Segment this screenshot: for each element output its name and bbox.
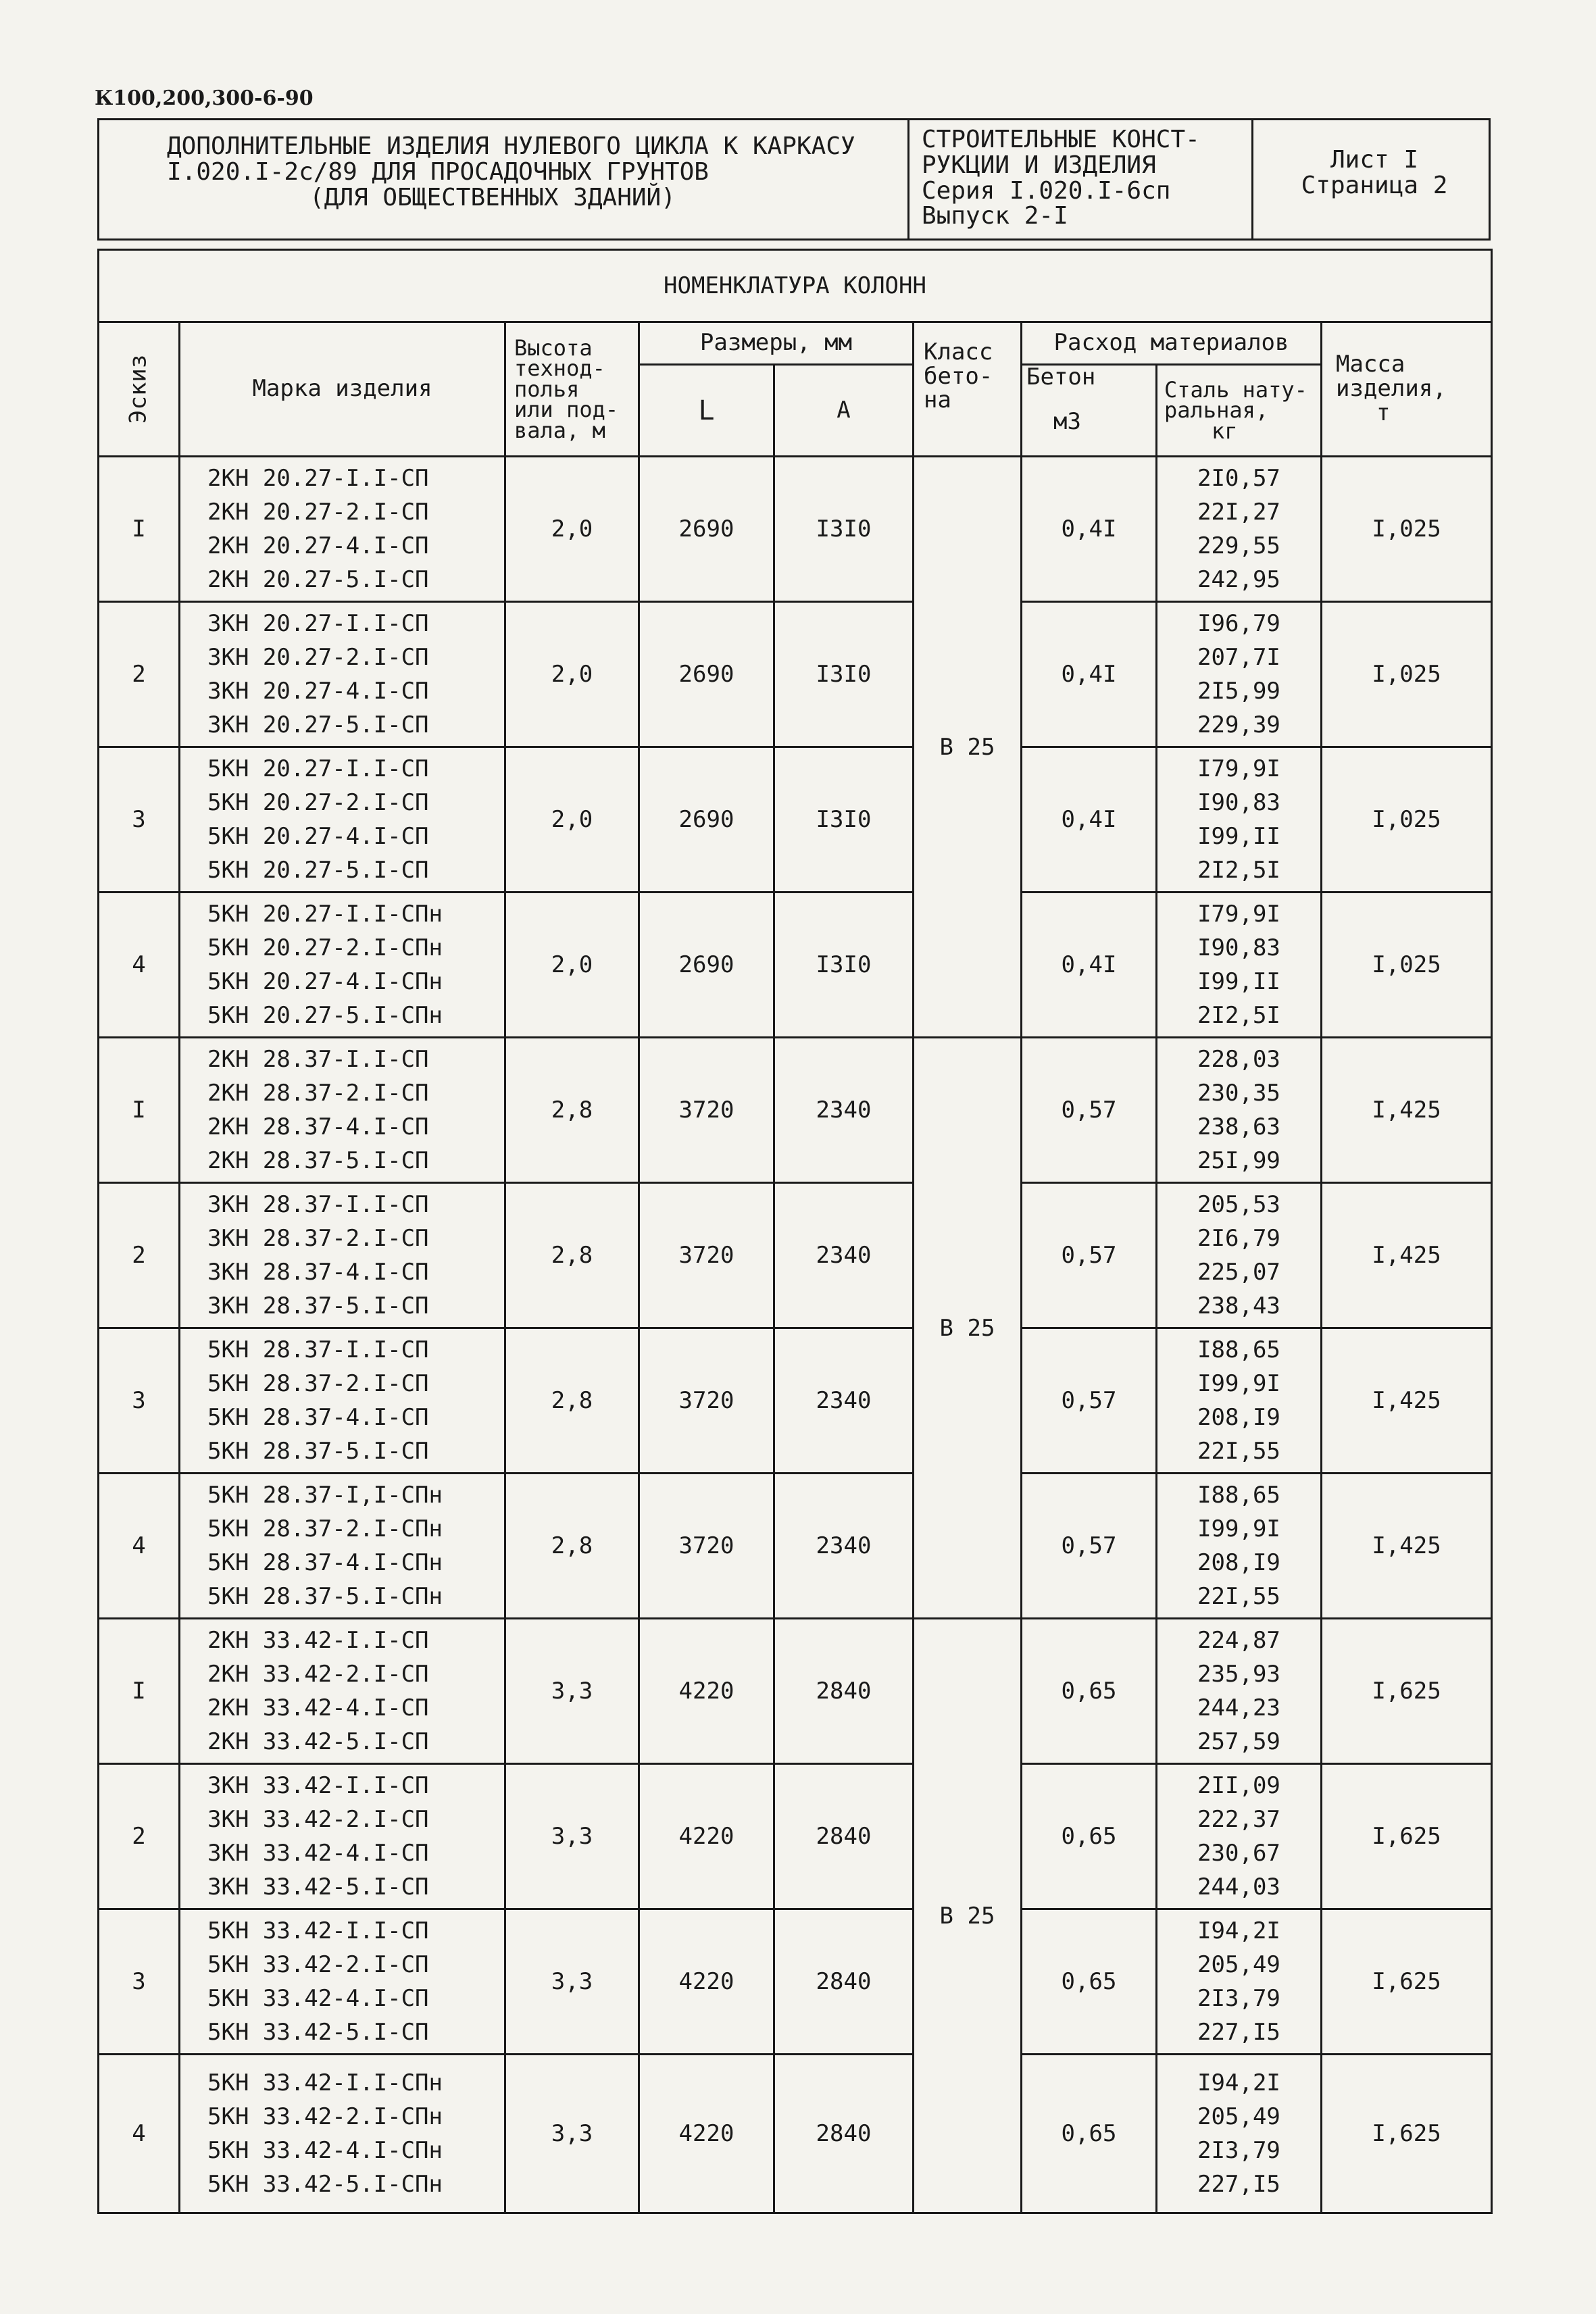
mark-line: 3КН 28.37-2.I-СП [207, 1225, 429, 1252]
columns-nomenclature-table [97, 249, 1493, 2214]
mark-cell [180, 1619, 505, 1764]
sketch-cell: 3 [99, 747, 180, 892]
mark-line: 5КН 33.42-2.I-СПн [207, 2103, 443, 2130]
mark-line: 5КН 20.27-I.I-СП [207, 755, 429, 782]
class-header-line: на [924, 386, 951, 414]
mark-line: 3КН 20.27-I.I-СП [207, 610, 429, 637]
table-row [99, 2055, 1492, 2213]
concrete-header [1022, 365, 1157, 457]
steel-value: 238,63 [1197, 1113, 1280, 1140]
steel-cell [1157, 1764, 1322, 1909]
sketch-cell: 4 [99, 1474, 180, 1619]
height-cell: 3,3 [505, 1909, 639, 2055]
mark-line: 5КН 33.42-5.I-СПн [207, 2171, 443, 2198]
steel-value: 242,95 [1197, 566, 1280, 593]
mark-line: 2КН 33.42-5.I-СП [207, 1728, 429, 1755]
mark-cell [180, 1474, 505, 1619]
steel-value: 244,23 [1197, 1694, 1280, 1721]
mass-cell: I,625 [1322, 1764, 1492, 1909]
steel-value: 2I3,79 [1197, 2137, 1280, 2164]
mark-line: 2КН 33.42-4.I-СП [207, 1694, 429, 1721]
table-row [99, 1764, 1492, 1909]
mark-line: 5КН 33.42-I.I-СП [207, 1917, 429, 1944]
steel-value: 2I0,57 [1197, 465, 1280, 492]
steel-value: 205,53 [1197, 1191, 1280, 1218]
mark-line: 5КН 28.37-2.I-СПн [207, 1515, 443, 1542]
steel-value: 229,55 [1197, 532, 1280, 559]
mark-line: 3КН 20.27-5.I-СП [207, 711, 429, 738]
A-cell: 2840 [774, 2055, 914, 2213]
steel-value: 2I2,5I [1197, 1002, 1280, 1029]
mass-cell: I,025 [1322, 457, 1492, 602]
mark-line: 5КН 28.37-I,I-СПн [207, 1482, 443, 1509]
mark-line: 5КН 28.37-5.I-СП [207, 1438, 429, 1465]
steel-value: I99,9I [1197, 1515, 1280, 1542]
sketch-cell: 4 [99, 2055, 180, 2213]
mark-line: 3КН 33.42-I.I-СП [207, 1772, 429, 1799]
table-row [99, 1909, 1492, 2055]
concrete-cell: 0,4I [1022, 747, 1157, 892]
L-cell: 3720 [639, 1183, 774, 1328]
L-cell: 4220 [639, 1909, 774, 2055]
series-line: СТРОИТЕЛЬНЫЕ КОНСТ- [922, 126, 1200, 153]
mass-cell: I,025 [1322, 892, 1492, 1038]
mark-line: 5КН 33.42-5.I-СП [207, 2019, 429, 2046]
steel-value: 205,49 [1197, 1951, 1280, 1978]
sketch-cell: I [99, 1038, 180, 1183]
A-cell: 2340 [774, 1038, 914, 1183]
steel-header-line: ральная, [1164, 397, 1269, 424]
mass-cell: I,425 [1322, 1474, 1492, 1619]
table-row [99, 1328, 1492, 1474]
steel-value: 225,07 [1197, 1259, 1280, 1286]
A-header: А [774, 365, 914, 457]
height-header-line: или под- [514, 397, 619, 423]
A-cell: 2340 [774, 1474, 914, 1619]
steel-header-line: Сталь нату- [1164, 376, 1307, 403]
title-line: (ДЛЯ ОБЩЕСТВЕННЫХ ЗДАНИЙ) [309, 183, 676, 211]
mass-cell: I,425 [1322, 1183, 1492, 1328]
table-row [99, 1619, 1492, 1764]
mark-cell [180, 1183, 505, 1328]
steel-value: I99,II [1197, 968, 1280, 995]
steel-cell [1157, 2055, 1322, 2213]
mark-cell [180, 1909, 505, 2055]
steel-value: 2I5,99 [1197, 678, 1280, 705]
steel-cell [1157, 457, 1322, 602]
sketch-cell: I [99, 1619, 180, 1764]
mark-line: 3КН 20.27-2.I-СП [207, 644, 429, 671]
steel-value: 244,03 [1197, 1873, 1280, 1901]
mark-line: 5КН 33.42-2.I-СП [207, 1951, 429, 1978]
class-header-line: Класс [924, 338, 993, 366]
steel-cell [1157, 747, 1322, 892]
mark-line: 5КН 20.27-2.I-СП [207, 789, 429, 816]
mass-cell: I,625 [1322, 1619, 1492, 1764]
steel-value: I96,79 [1197, 610, 1280, 637]
height-header-line: технод- [514, 355, 605, 382]
mark-line: 2КН 28.37-I.I-СП [207, 1046, 429, 1073]
sketch-header [99, 322, 180, 457]
sketch-cell: 2 [99, 602, 180, 747]
concrete-cell: 0,57 [1022, 1183, 1157, 1328]
steel-value: I79,9I [1197, 755, 1280, 782]
concrete-class-cell: В 25 [914, 1038, 1022, 1619]
L-cell: 4220 [639, 1764, 774, 1909]
mark-line: 3КН 20.27-4.I-СП [207, 678, 429, 705]
steel-value: 207,7I [1197, 644, 1280, 671]
steel-value: 230,35 [1197, 1080, 1280, 1107]
mass-header-line: т [1376, 399, 1391, 426]
A-cell: I3I0 [774, 747, 914, 892]
mark-line: 2КН 20.27-2.I-СП [207, 499, 429, 526]
steel-value: 208,I9 [1197, 1549, 1280, 1576]
L-cell: 3720 [639, 1474, 774, 1619]
L-cell: 2690 [639, 602, 774, 747]
sketch-cell: 4 [99, 892, 180, 1038]
sketch-cell: 2 [99, 1764, 180, 1909]
mark-line: 5КН 20.27-I.I-СПн [207, 901, 443, 928]
table-row [99, 1183, 1492, 1328]
L-cell: 3720 [639, 1328, 774, 1474]
A-cell: 2840 [774, 1619, 914, 1764]
height-cell: 2,8 [505, 1474, 639, 1619]
mark-line: 3КН 28.37-5.I-СП [207, 1292, 429, 1319]
height-header-line: полья [514, 376, 580, 402]
table-row [99, 747, 1492, 892]
table-body [99, 457, 1492, 2213]
height-header [505, 322, 639, 457]
mark-line: 2КН 33.42-2.I-СП [207, 1661, 429, 1688]
steel-value: I94,2I [1197, 2069, 1280, 2096]
table-row [99, 602, 1492, 747]
steel-value: 228,03 [1197, 1046, 1280, 1073]
height-header-line: вала, м [514, 417, 605, 443]
L-cell: 2690 [639, 747, 774, 892]
height-cell: 2,0 [505, 602, 639, 747]
concrete-cell: 0,65 [1022, 2055, 1157, 2213]
steel-value: 230,67 [1197, 1840, 1280, 1867]
mark-line: 5КН 20.27-4.I-СП [207, 823, 429, 850]
series-line: Выпуск 2-I [922, 202, 1068, 230]
height-cell: 2,0 [505, 747, 639, 892]
A-cell: 2340 [774, 1183, 914, 1328]
height-cell: 2,0 [505, 457, 639, 602]
steel-value: I99,9I [1197, 1370, 1280, 1397]
steel-value: I94,2I [1197, 1917, 1280, 1944]
mark-cell [180, 747, 505, 892]
mark-cell [180, 1328, 505, 1474]
height-cell: 2,8 [505, 1183, 639, 1328]
title-block [97, 118, 1491, 241]
A-cell: 2840 [774, 1909, 914, 2055]
L-header: L [639, 365, 774, 457]
mark-line: 3КН 33.42-2.I-СП [207, 1806, 429, 1833]
height-header-line: Высота [514, 335, 593, 361]
steel-value: 25I,99 [1197, 1147, 1280, 1174]
sketch-cell: 2 [99, 1183, 180, 1328]
steel-value: 2I6,79 [1197, 1225, 1280, 1252]
steel-cell [1157, 1328, 1322, 1474]
steel-value: 22I,55 [1197, 1583, 1280, 1610]
materials-header: Расход материалов [1022, 322, 1322, 365]
mark-line: 5КН 28.37-I.I-СП [207, 1336, 429, 1363]
steel-value: 227,I5 [1197, 2019, 1280, 2046]
steel-cell [1157, 1183, 1322, 1328]
mark-cell [180, 1038, 505, 1183]
mass-cell: I,425 [1322, 1038, 1492, 1183]
steel-value: I88,65 [1197, 1336, 1280, 1363]
sketch-cell: I [99, 457, 180, 602]
steel-cell [1157, 892, 1322, 1038]
height-cell: 2,8 [505, 1328, 639, 1474]
mark-cell [180, 457, 505, 602]
mass-cell: I,025 [1322, 602, 1492, 747]
height-cell: 3,3 [505, 1764, 639, 1909]
A-cell: I3I0 [774, 457, 914, 602]
sketch-cell: 3 [99, 1328, 180, 1474]
steel-value: I88,65 [1197, 1482, 1280, 1509]
height-cell: 3,3 [505, 2055, 639, 2213]
height-cell: 2,0 [505, 892, 639, 1038]
mark-line: 5КН 20.27-5.I-СПн [207, 1002, 443, 1029]
mark-line: 5КН 20.27-5.I-СП [207, 857, 429, 884]
steel-value: 208,I9 [1197, 1404, 1280, 1431]
mark-line: 5КН 28.37-5.I-СПн [207, 1583, 443, 1610]
table-row [99, 1038, 1492, 1183]
steel-value: 2I3,79 [1197, 1985, 1280, 2012]
concrete-cell: 0,57 [1022, 1328, 1157, 1474]
steel-cell [1157, 1619, 1322, 1764]
steel-cell [1157, 1038, 1322, 1183]
mark-line: 2КН 28.37-4.I-СП [207, 1113, 429, 1140]
mark-line: 3КН 28.37-I.I-СП [207, 1191, 429, 1218]
steel-value: 2II,09 [1197, 1772, 1280, 1799]
concrete-cell: 0,65 [1022, 1764, 1157, 1909]
steel-value: I90,83 [1197, 934, 1280, 961]
mark-line: 5КН 33.42-4.I-СП [207, 1985, 429, 2012]
document-code: К100,200,300-6-90 [95, 86, 314, 110]
sheet-number: Лист I [1330, 146, 1419, 174]
height-cell: 3,3 [505, 1619, 639, 1764]
steel-header [1157, 365, 1322, 457]
mark-header: Марка изделия [180, 322, 505, 457]
mass-cell: I,625 [1322, 2055, 1492, 2213]
steel-value: 227,I5 [1197, 2171, 1280, 2198]
A-cell: I3I0 [774, 892, 914, 1038]
mass-cell: I,625 [1322, 1909, 1492, 2055]
A-cell: I3I0 [774, 602, 914, 747]
mark-line: 5КН 28.37-2.I-СП [207, 1370, 429, 1397]
concrete-cell: 0,65 [1022, 1619, 1157, 1764]
L-cell: 4220 [639, 1619, 774, 1764]
mark-cell [180, 602, 505, 747]
mark-line: 2КН 20.27-5.I-СП [207, 566, 429, 593]
mark-cell [180, 892, 505, 1038]
document-title [99, 120, 909, 240]
mark-line: 5КН 28.37-4.I-СПн [207, 1549, 443, 1576]
concrete-cell: 0,4I [1022, 457, 1157, 602]
steel-value: 2I2,5I [1197, 857, 1280, 884]
L-cell: 2690 [639, 457, 774, 602]
mark-line: 5КН 20.27-2.I-СПн [207, 934, 443, 961]
steel-value: 229,39 [1197, 711, 1280, 738]
title-line: I.020.I-2с/89 ДЛЯ ПРОСАДОЧНЫХ ГРУНТОВ [167, 157, 709, 186]
mark-line: 3КН 33.42-4.I-СП [207, 1840, 429, 1867]
concrete-cell: 0,65 [1022, 1909, 1157, 2055]
mark-line: 2КН 20.27-4.I-СП [207, 532, 429, 559]
mass-cell: I,025 [1322, 747, 1492, 892]
mark-line: 3КН 28.37-4.I-СП [207, 1259, 429, 1286]
steel-value: 235,93 [1197, 1661, 1280, 1688]
mass-header-line: Масса [1336, 351, 1405, 378]
mark-line: 2КН 28.37-2.I-СП [207, 1080, 429, 1107]
mark-line: 2КН 28.37-5.I-СП [207, 1147, 429, 1174]
mark-line: 5КН 33.42-I.I-СПн [207, 2069, 443, 2096]
mass-header [1322, 322, 1492, 457]
series-line: Серия I.020.I-6сп [922, 176, 1171, 205]
mark-line: 5КН 33.42-4.I-СПн [207, 2137, 443, 2164]
mass-cell: I,425 [1322, 1328, 1492, 1474]
sheet-info [1253, 120, 1490, 240]
concrete-header-line: м3 [1053, 407, 1081, 435]
A-cell: 2340 [774, 1328, 914, 1474]
mark-line: 3КН 33.42-5.I-СП [207, 1873, 429, 1901]
steel-cell [1157, 1909, 1322, 2055]
mark-cell [180, 2055, 505, 2213]
steel-value: 22I,55 [1197, 1438, 1280, 1465]
steel-value: I79,9I [1197, 901, 1280, 928]
steel-cell [1157, 1474, 1322, 1619]
mark-line: 5КН 20.27-4.I-СПн [207, 968, 443, 995]
mark-line: 5КН 28.37-4.I-СП [207, 1404, 429, 1431]
steel-value: 224,87 [1197, 1627, 1280, 1654]
steel-value: 205,49 [1197, 2103, 1280, 2130]
concrete-cell: 0,57 [1022, 1474, 1157, 1619]
sizes-header: Размеры, мм [639, 322, 914, 365]
steel-cell [1157, 602, 1322, 747]
concrete-class-cell: В 25 [914, 457, 1022, 1038]
concrete-class-cell: В 25 [914, 1619, 1022, 2213]
sketch-header-label: Эскиз [124, 354, 152, 424]
title-line: ДОПОЛНИТЕЛЬНЫЕ ИЗДЕЛИЯ НУЛЕВОГО ЦИКЛА К КАРКАСУ [167, 132, 855, 160]
mark-line: 2КН 33.42-I.I-СП [207, 1627, 429, 1654]
steel-value: 222,37 [1197, 1806, 1280, 1833]
steel-value: 22I,27 [1197, 499, 1280, 526]
concrete-cell: 0,57 [1022, 1038, 1157, 1183]
page-number: Страница 2 [1301, 171, 1448, 199]
L-cell: 2690 [639, 892, 774, 1038]
table-row [99, 892, 1492, 1038]
steel-value: 238,43 [1197, 1292, 1280, 1319]
table-row [99, 457, 1492, 602]
concrete-cell: 0,4I [1022, 892, 1157, 1038]
A-cell: 2840 [774, 1764, 914, 1909]
mark-cell [180, 1764, 505, 1909]
series-line: РУКЦИИ И ИЗДЕЛИЯ [922, 151, 1156, 179]
steel-value: I99,II [1197, 823, 1280, 850]
height-cell: 2,8 [505, 1038, 639, 1183]
steel-header-line: кг [1212, 418, 1238, 444]
L-cell: 3720 [639, 1038, 774, 1183]
concrete-cell: 0,4I [1022, 602, 1157, 747]
steel-value: I90,83 [1197, 789, 1280, 816]
series-info [909, 120, 1253, 240]
class-header [914, 322, 1022, 457]
concrete-header-line: Бетон [1026, 363, 1096, 391]
sketch-cell: 3 [99, 1909, 180, 2055]
table-row [99, 1474, 1492, 1619]
mass-header-line: изделия, [1336, 375, 1447, 403]
L-cell: 4220 [639, 2055, 774, 2213]
class-header-line: бето- [924, 362, 993, 390]
mark-line: 2КН 20.27-I.I-СП [207, 465, 429, 492]
table-caption: НОМЕНКЛАТУРА КОЛОНН [99, 250, 1492, 322]
steel-value: 257,59 [1197, 1728, 1280, 1755]
